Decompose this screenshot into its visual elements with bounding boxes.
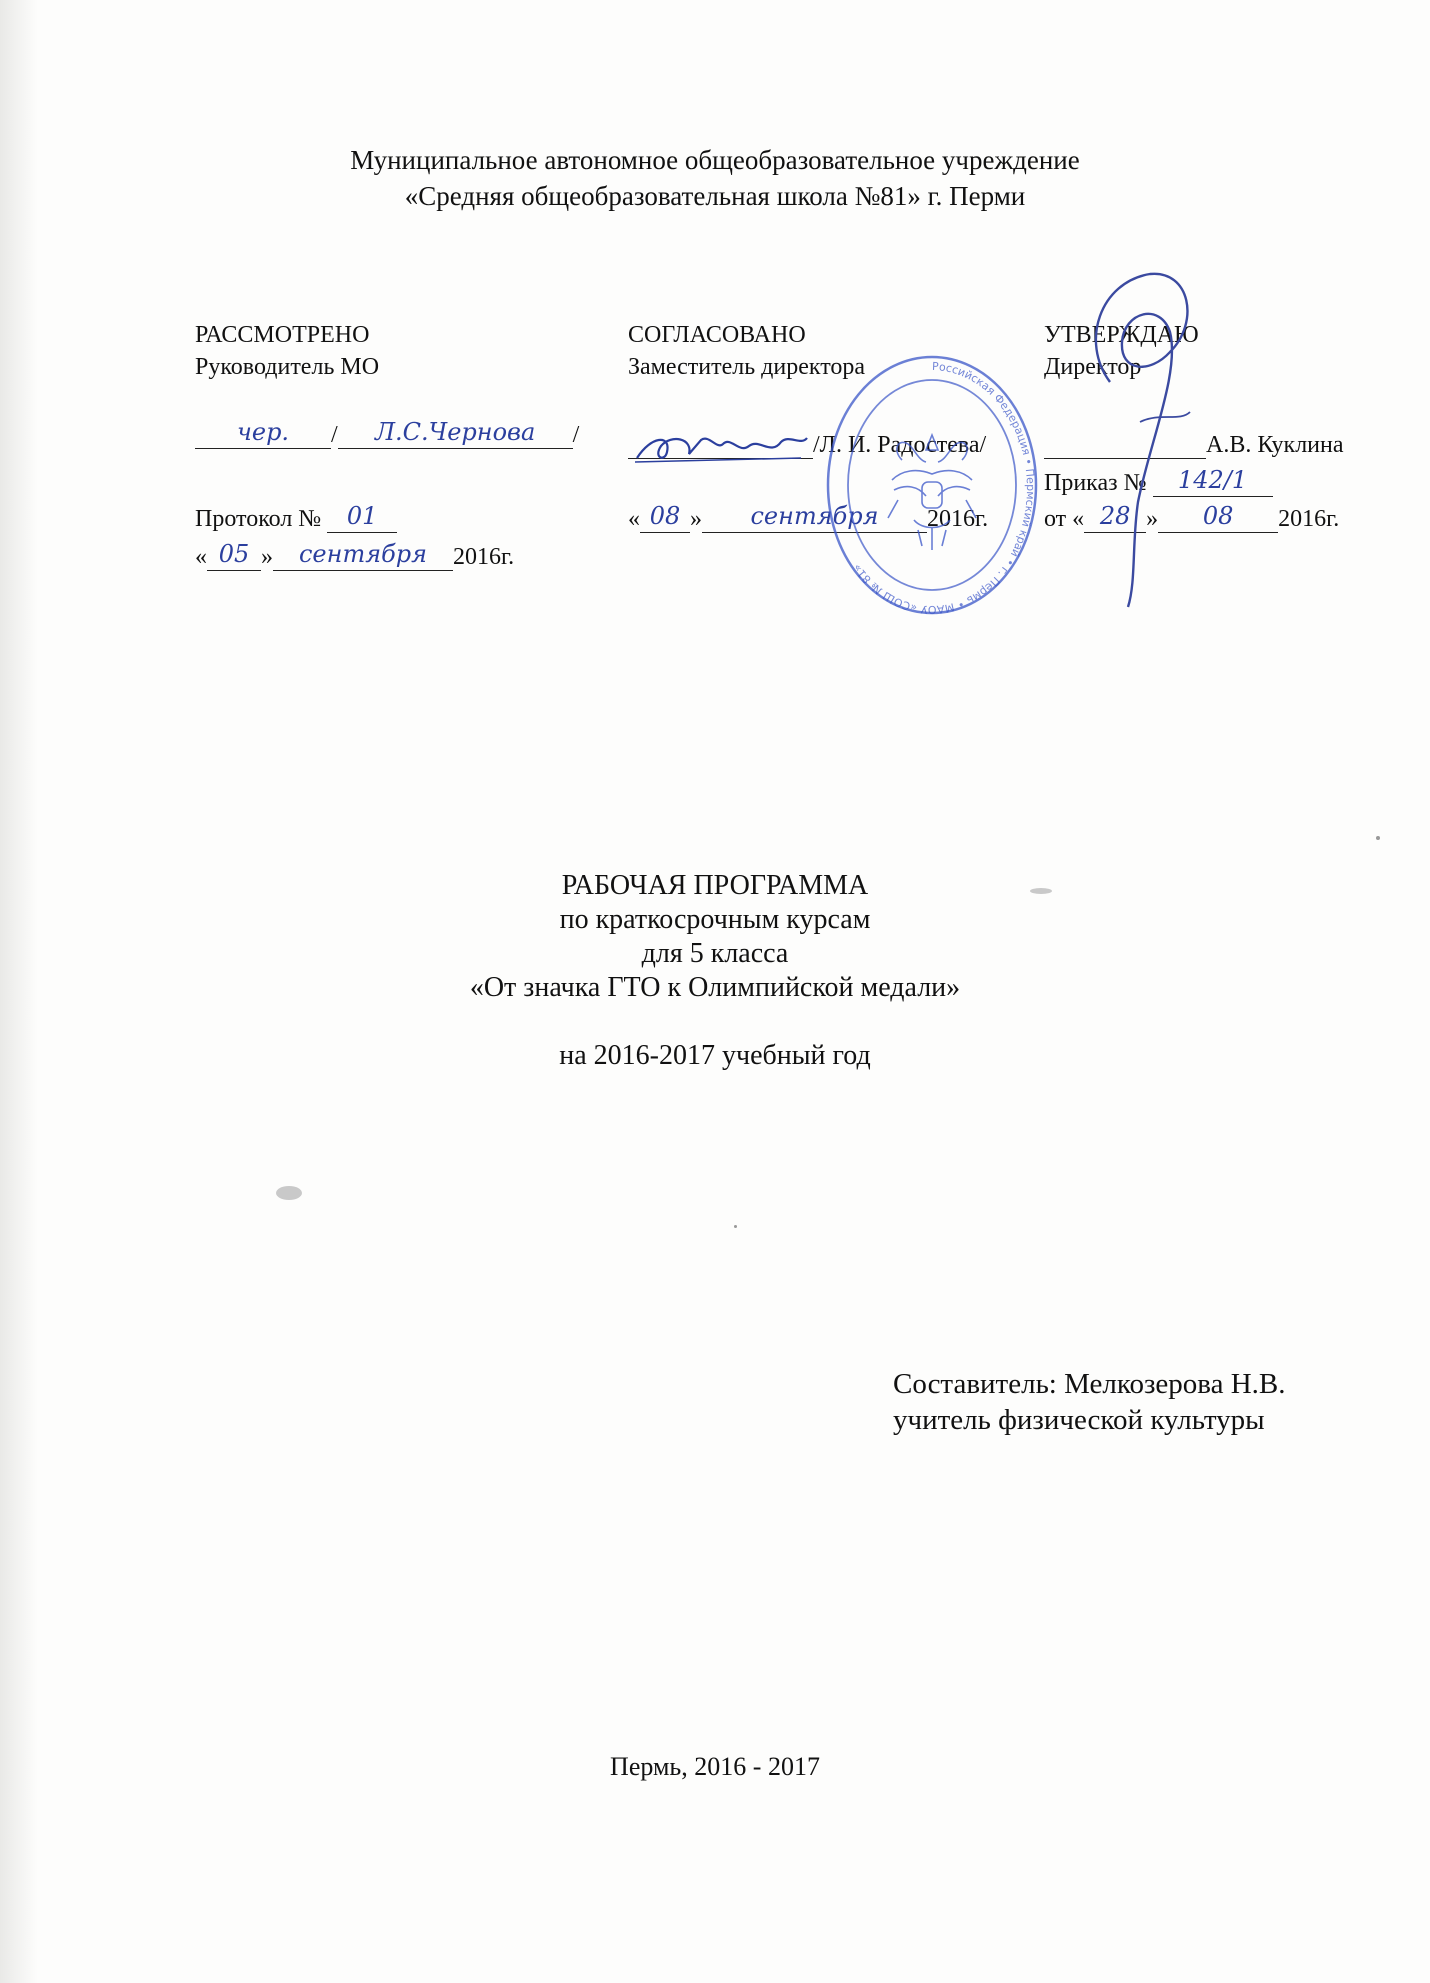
scan-speck (1376, 836, 1380, 840)
author-position: учитель физической культуры (893, 1404, 1265, 1436)
order-label: Приказ № (1044, 470, 1147, 496)
protocol-number: 01 (346, 502, 378, 530)
approved-date-day: 28 (1099, 502, 1131, 530)
reviewed-sig-name: Л.С.Чернова (375, 418, 536, 446)
agreed-heading: СОГЛАСОВАНО (628, 322, 806, 348)
agreed-sig-name: /Л. И. Радостева/ (813, 432, 987, 458)
scan-speck (276, 1186, 302, 1200)
reviewed-sig-name-field (338, 418, 573, 449)
scan-speck (734, 1225, 737, 1228)
protocol-label: Протокол № (195, 506, 322, 532)
footer-place-years: Пермь, 2016 - 2017 (610, 1752, 820, 1781)
reviewed-date-month-field (273, 540, 453, 571)
agreed-date-row: « 08 » сентября 2016г. (628, 502, 989, 532)
reviewed-date-row: « 05 » сентября 2016г. (195, 540, 515, 570)
reviewed-heading: РАССМОТРЕНО (195, 322, 370, 348)
stamp-ring-text: Российская Федерация • Пермский край • г. Пермь • МАОУ «СОШ № 81» (850, 359, 1037, 617)
doc-title: РАБОЧАЯ ПРОГРАММА (561, 870, 869, 901)
agreed-date-day-field (640, 502, 690, 533)
doc-subtitle-courses: по краткосрочным курсам (559, 904, 871, 935)
author-block (893, 1366, 1286, 1438)
doc-academic-year: на 2016-2017 учебный год (559, 1040, 871, 1071)
agreed-role: Заместитель директора (628, 354, 866, 380)
scan-speck (1030, 888, 1052, 894)
approved-date-year: 2016г. (1278, 506, 1340, 532)
agreed-date-month: сентября (750, 502, 879, 530)
agreed-date-year: 2016г. (927, 506, 989, 532)
agreed-date-day: 08 (649, 502, 681, 530)
author-name: Составитель: Мелкозерова Н.В. (893, 1368, 1286, 1400)
approved-date-prefix: от « (1044, 506, 1085, 532)
official-stamp (822, 350, 1042, 620)
approved-heading: УТВЕРЖДАЮ (1044, 322, 1199, 348)
agreed-signature-scribble (631, 428, 811, 468)
reviewed-date-year: 2016г. (453, 544, 515, 570)
approved-date-month: 08 (1202, 502, 1234, 530)
reviewed-date-day: 05 (218, 540, 250, 568)
reviewed-role: Руководитель МО (195, 354, 380, 380)
order-number: 142/1 (1177, 466, 1248, 494)
reviewed-signature-row: чер. / Л.С.Чернова / (195, 418, 579, 449)
coat-of-arms-icon (888, 435, 976, 550)
doc-subtitle-grade: для 5 класса (641, 938, 789, 969)
approved-role: Директор (1044, 354, 1142, 380)
approved-sig-name: А.В. Куклина (1206, 432, 1344, 458)
stamp-seal (822, 350, 1042, 620)
reviewed-protocol-row (195, 502, 397, 533)
institution-line-2: «Средняя общеобразовательная школа №81» г. Перми (404, 181, 1026, 211)
reviewed-sig-mark: чер. (236, 418, 290, 446)
doc-subtitle-course-name: «От значка ГТО к Олимпийской медали» (469, 972, 961, 1003)
institution-line-1: Муниципальное автономное общеобразовательное учреждение (350, 145, 1080, 175)
director-signature (1040, 262, 1220, 612)
protocol-number-field (327, 502, 397, 533)
reviewed-sig-mark-field (195, 418, 331, 449)
agreed-signature-field (628, 428, 813, 459)
reviewed-date-month: сентября (298, 540, 427, 568)
approved-date-row: от « 28 » 08 2016г. (1044, 502, 1340, 532)
reviewed-date-day-field (207, 540, 261, 571)
